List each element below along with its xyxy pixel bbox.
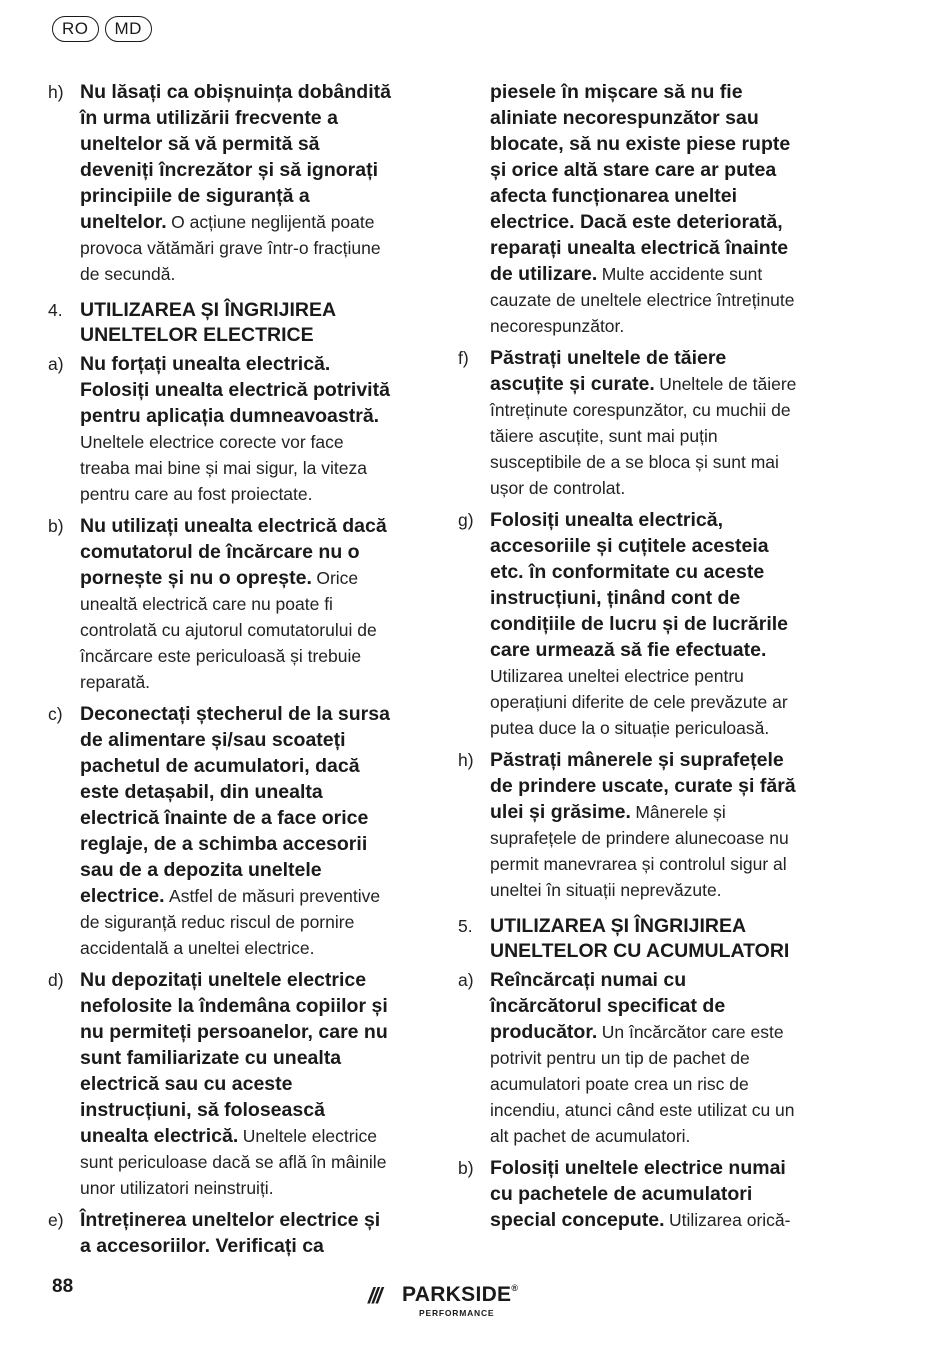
item-marker: a): [458, 970, 474, 990]
item-text: Uneltele electrice sunt periculoase dacă se află în mâinile unor utilizatori neinstruiți.: [80, 1126, 387, 1198]
item-marker: h): [48, 82, 64, 102]
item-text: Un încărcător care este potrivit pentru un tip de pachet de acumulatori poate crea un risc de incendiu, atunci când este utilizat cu un alt pachet de acumulatori.: [490, 1022, 795, 1146]
parkside-logo: [368, 1283, 568, 1323]
item-marker: b): [458, 1158, 474, 1178]
item-bold-text: piesele în mișcare să nu fie aliniate necorespunzător sau blocate, să nu existe piese rupte și orice altă stare care ar putea afecta funcționarea uneltei electrice. Dacă este deteriorată, reparați unealta electrică înainte de utilizare.: [490, 81, 791, 285]
item-bold-text: Păstrați uneltele de tăiere ascuțite și curate.: [490, 347, 727, 395]
brand-name-text: PARKSIDE: [402, 1283, 512, 1306]
item-text: Uneltele de tăiere întreținute corespunzător, cu muchii de tăiere ascuțite, sunt mai puțin susceptibile de a se bloca și sunt mai ușor de controlat.: [490, 374, 797, 498]
section-5-heading: [458, 914, 803, 964]
brand-name: [402, 1283, 518, 1307]
item-text: Mânerele și suprafețele de prindere alunecoase nu permit manevrarea și controlul sigur al uneltei în situații neprevăzute.: [490, 802, 789, 900]
brand-subtitle: PERFORMANCE: [419, 1308, 495, 1318]
item-bold-text: Folosiți unealta electrică, accesoriile și cuțitele acesteia etc. în conformitate cu aceste instrucțiuni, ținând cont de condițiile de lucru și de lucrările care urmează să fie efectuate.: [490, 509, 789, 661]
item-text: Utilizarea uneltei electrice pentru operațiuni diferite de cele prevăzute ar putea duce la o situație periculoasă.: [490, 666, 788, 738]
item-b-switch: [48, 514, 393, 696]
item-e-continuation: [490, 80, 803, 340]
item-f-cutting-tools: [458, 346, 803, 502]
item-marker: h): [458, 750, 474, 770]
left-column: [48, 80, 393, 1266]
section-number: 4.: [48, 300, 63, 320]
section-title: UTILIZAREA ȘI ÎNGRIJIREA UNELTELOR CU ACUMULATORI: [490, 915, 790, 962]
item-bold-text: Folosiți uneltele electrice numai cu pachetele de acumulatori special concepute.: [490, 1157, 786, 1231]
item-bold-text: Păstrați mânerele și suprafețele de prindere uscate, curate și fără ulei și grăsime.: [490, 749, 796, 823]
lang-badge-ro: RO: [52, 16, 99, 42]
item-d-storage: [48, 968, 393, 1202]
lang-badge-md: MD: [105, 16, 152, 42]
item-text: Orice unealtă electrică care nu poate fi controlată cu ajutorul comutatorului de încărcare este periculoasă și trebuie reparată.: [80, 568, 377, 692]
item-bold-text: Deconectați ștecherul de la sursa de alimentare și/sau scoateți pachetul de acumulatori, dacă este detașabil, din unealta electrică înainte de a face orice reglaje, de a schimba accesorii sau de a depozita uneltele electrice.: [80, 703, 390, 907]
brand-registered-mark: ®: [511, 1283, 519, 1293]
item-g-instructions: [458, 508, 803, 742]
item-text: O acțiune neglijentă poate provoca vătămări grave într-o fracțiune de secundă.: [80, 212, 381, 284]
item-marker: c): [48, 704, 63, 724]
page-number: 88: [52, 1276, 74, 1297]
item-marker: f): [458, 348, 469, 368]
item-bold-text: Nu lăsați ca obișnuința dobândită în urma utilizării frecvente a uneltelor să vă permită să deveniți încrezător și să ignorați principiile de siguranță a uneltelor.: [80, 81, 391, 233]
item-bold-text: Reîncărcați numai cu încărcătorul specificat de producător.: [490, 969, 726, 1043]
item-marker: g): [458, 510, 474, 530]
right-column: [458, 80, 803, 1240]
item-bold-text: Nu utilizați unealta electrică dacă comutatorul de încărcare nu o pornește și nu o oprește.: [80, 515, 387, 589]
item-a-force: [48, 352, 393, 508]
brand-slashes: ///: [368, 1283, 381, 1308]
item-text: Multe accidente sunt cauzate de uneltele electrice întreținute necorespunzător.: [490, 264, 795, 336]
item-marker: a): [48, 354, 64, 374]
item-text: Astfel de măsuri preventive de siguranță reduc riscul de pornire accidentală a uneltei electrice.: [80, 886, 381, 958]
item-c-disconnect: [48, 702, 393, 962]
item-e-maintenance: [48, 1208, 393, 1260]
item-bold-text: Nu depozitați uneltele electrice nefolosite la îndemâna copiilor și nu permiteți persoanelor, care nu sunt familiarizate cu unealta electrică sau cu aceste instrucțiuni, să folosească unealta electrică.: [80, 969, 388, 1147]
section-number: 5.: [458, 916, 473, 936]
section-4-heading: [48, 298, 393, 348]
item-bold-text: Întreținerea uneltelor electrice și a accesoriilor. Verificați ca: [80, 1209, 381, 1257]
section-title: UTILIZAREA ȘI ÎNGRIJIREA UNELTELOR ELECTRICE: [80, 299, 336, 346]
item-b-battery-packs: [458, 1156, 803, 1234]
item-text: Uneltele electrice corecte vor face treaba mai bine și mai sigur, la viteza pentru care au fost proiectate.: [80, 432, 367, 504]
language-badges: [52, 16, 152, 42]
item-marker: e): [48, 1210, 64, 1230]
item-h-handles: [458, 748, 803, 904]
item-h-habit: [48, 80, 393, 288]
item-bold-text: Nu forțați unealta electrică. Folosiți unealta electrică potrivită pentru aplicația dumneavoastră.: [80, 353, 390, 427]
item-marker: b): [48, 516, 64, 536]
item-marker: d): [48, 970, 64, 990]
item-a-charger: [458, 968, 803, 1150]
item-text: Utilizarea orică-: [668, 1210, 791, 1230]
